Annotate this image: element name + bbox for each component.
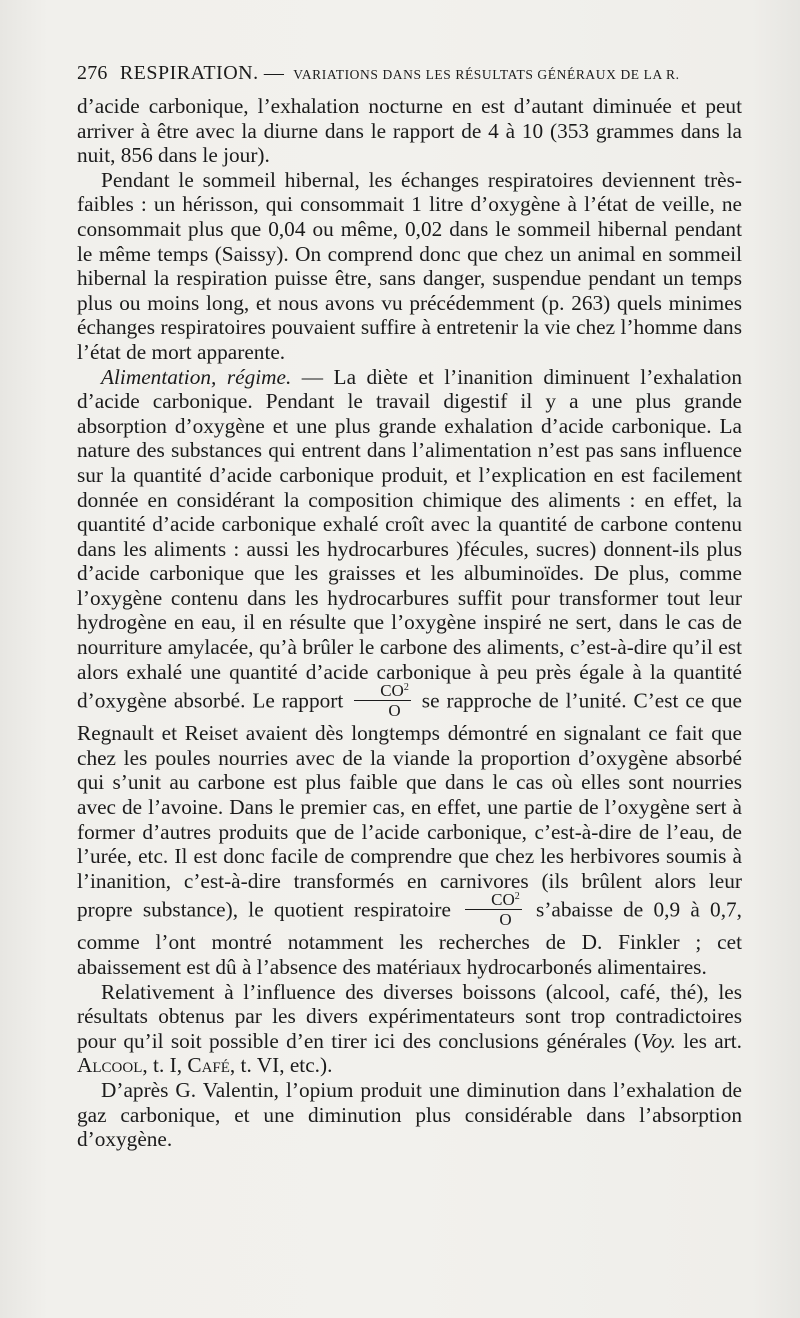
running-title: RESPIRATION. [119, 62, 259, 84]
running-subtitle: VARIATIONS DANS LES RÉSULTATS GÉNÉRAUX DE LA R. [293, 67, 680, 82]
running-header [77, 62, 742, 88]
paragraph-opium: D’après G. Valentin, l’opium produit une diminution dans l’exhalation de gaz carbonique, et une diminution plus considérable dans l’absorption d’oxygène. [77, 1077, 742, 1152]
respiratory-quotient-fraction [465, 891, 522, 928]
fraction-denominator: O [388, 701, 401, 721]
paragraph-beverages: Relativement à l’influence des diverses boissons (alcool, café, thé), les résultats obtenus par les divers expérimentateurs sont trop contradictoires pour qu’il soit possible d’en tirer ici des conclusions générales (Voy. les art. Alcool, t. I, Café, t. VI, etc.). [77, 979, 743, 1078]
cross-reference-voy: Voy. [641, 1028, 676, 1053]
section-heading-italic: Alimentation, régime. [101, 364, 292, 389]
cross-reference-cafe: Café [187, 1053, 230, 1078]
page-body [77, 94, 742, 1152]
paragraph-alimentation: Alimentation, régime. — La diète et l’inanition diminuent l’exhalation d’acide carbonique. Pendant le travail digestif il y a une plus grande absorption d’oxygène et une plus grande exhalation d’acide carbonique. La nature des substances qui entrent dans l’alimentation n’est pas sans influence sur la quantité d’acide carbonique produit, et l’explication en est facilement donnée en considérant la composition chimique des aliments : en effet, la quantité d’acide carbonique exhalé croît avec la quantité de carbone contenu dans les aliments : aussi les hydrocarbures )fécules, sucres) donnent-ils plus d’acide carbonique que les graisses et les albuminoïdes. De plus, comme l’oxygène contenu dans les hydrocarbures suffit pour transformer tout leur hydrogène en eau, il en résulte que l’oxygène inspiré ne sert, dans le cas de nourriture amylacée, qu’à brûler le carbone des aliments, c’est-à-dire qu’il est alors exhalé une quantité d’acide carbonique à peu près égale à la quantité d’oxygène absorbé. Le rapport $\frac{CO^2}{O}$ se rapproche de l’unité. C’est ce que Regnault et Reiset avaient dès longtemps démontré en signalant ce fait que chez les poules nourries avec de la viande la proportion d’oxygène absorbé qui s’unit au carbone est plus faible que dans le cas où elles sont nourries avec de l’avoine. Dans le premier cas, en effet, une partie de l’oxygène sert à former d’autres produits que de l’acide carbonique, c’est-à-dire de l’eau, de l’urée, etc. Il est donc facile de comprendre que chez les herbivores soumis à l’inanition, c’est-à-dire transformés en carnivores (ils brûlent alors leur propre substance), le quotient respiratoire $\frac{CO^2}{O}$ s’abaisse de 0,9 à 0,7, comme l’ont montré notamment les recherches de D. Finkler ; cet abaissement est dû à l’absence des matériaux hydrocarbonés alimentaires. [77, 364, 743, 979]
fraction-denominator: O [499, 910, 512, 930]
cross-reference-alcool: Alcool [77, 1053, 143, 1078]
paragraph-hibernation: Pendant le sommeil hibernal, les échanges respiratoires deviennent très-faibles : un hérisson, qui consommait 1 litre d’oxygène à l’état de veille, ne consommait plus que 0,04 ou même, 0,02 dans le sommeil hibernal pendant le même temps (Saissy). On comprend donc que chez un animal en sommeil hibernal la respiration puisse être, sans danger, suspendue pendant un temps plus ou moins long, et nous avons vu précédemment (p. 263) quels minimes échanges respiratoires pouvaient suffire à entretenir la vie chez l’homme dans l’état de mort apparente. [77, 167, 742, 364]
page-number: 276 [77, 62, 108, 84]
respiratory-quotient-fraction [354, 682, 411, 719]
header-dash: — [263, 62, 285, 84]
fraction-numerator: $CO^2$ [354, 682, 411, 701]
paragraph-continued: d’acide carbonique, l’exhalation nocturne en est d’autant diminuée et peut arriver à être avec la diurne dans le rapport de 4 à 10 (353 grammes dans la nuit, 856 dans le jour). [77, 94, 742, 168]
fraction-numerator: $CO^2$ [465, 891, 522, 910]
